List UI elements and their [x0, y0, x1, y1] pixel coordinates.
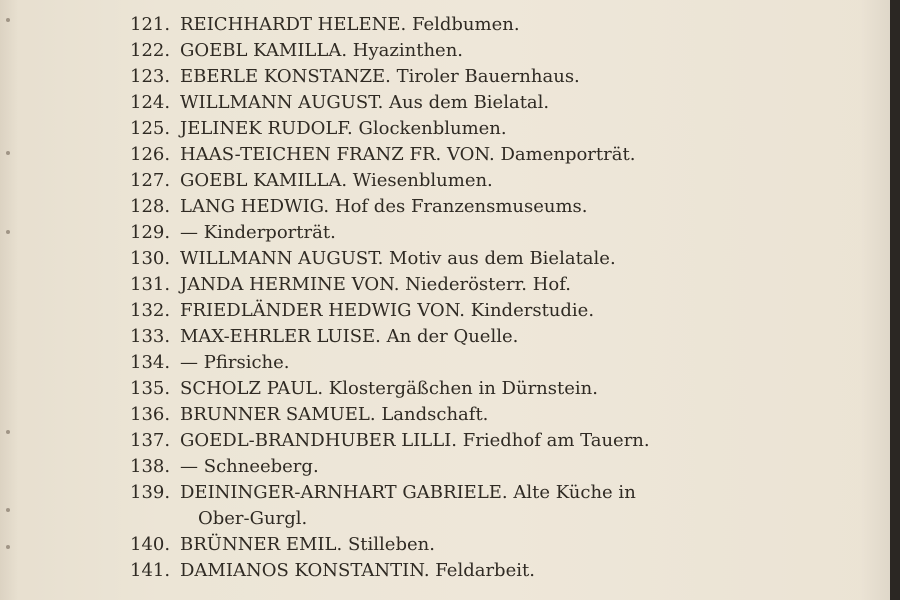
entry-number: 124.	[130, 92, 171, 113]
artist-name: JANDA HERMINE VON.	[180, 274, 400, 295]
artwork-title: Pfirsiche.	[203, 352, 290, 373]
artwork-title: Kinderporträt.	[203, 222, 336, 243]
entry-number: 141.	[130, 560, 171, 581]
entry-text	[180, 402, 488, 428]
entry-number: 129.	[130, 222, 171, 243]
catalog-entry	[0, 454, 760, 480]
artist-name: MAX-EHRLER LUISE.	[180, 326, 381, 347]
catalog-entry	[0, 90, 760, 116]
entry-text	[180, 298, 594, 324]
artwork-title: Wiesenblumen.	[352, 170, 493, 191]
artwork-title: Stilleben.	[347, 534, 435, 555]
entry-text	[180, 12, 520, 38]
artist-name: DAMIANOS KONSTANTIN.	[180, 560, 430, 581]
entry-number: 127.	[130, 170, 171, 191]
entry-number: 139.	[130, 482, 171, 503]
catalog-entry	[0, 246, 760, 272]
entry-text	[180, 142, 635, 168]
artwork-title: Hof des Franzensmuseums.	[334, 196, 588, 217]
artist-name: GOEBL KAMILLA.	[180, 40, 348, 61]
artist-name: WILLMANN AUGUST.	[180, 248, 384, 269]
artwork-title: Klostergäßchen in Dürnstein.	[328, 378, 598, 399]
artist-name: GOEDL-BRANDHUBER LILLI.	[180, 430, 458, 451]
entry-text	[180, 272, 571, 298]
artwork-title: Aus dem Bielatal.	[389, 92, 550, 113]
artist-name: HAAS-TEICHEN FRANZ FR. VON.	[180, 144, 495, 165]
entry-text	[180, 454, 319, 480]
entry-number: 128.	[130, 196, 171, 217]
entry-number: 132.	[130, 300, 171, 321]
artist-name: —	[180, 222, 198, 243]
catalog-entry	[0, 558, 760, 584]
catalog-entry	[0, 402, 760, 428]
entry-text	[180, 194, 588, 220]
artist-name: —	[180, 352, 198, 373]
artwork-title: Schneeberg.	[203, 456, 319, 477]
entry-text	[180, 246, 616, 272]
entry-number: 138.	[130, 456, 171, 477]
entry-number: 122.	[130, 40, 171, 61]
artist-name: GOEBL KAMILLA.	[180, 170, 348, 191]
artwork-title: Hyazinthen.	[352, 40, 464, 61]
catalog-entry	[0, 324, 760, 350]
entry-text	[180, 116, 507, 142]
entry-text	[180, 220, 336, 246]
artist-name: REICHHARDT HELENE.	[180, 14, 407, 35]
artwork-title: Feldbumen.	[411, 14, 520, 35]
artwork-title-continuation: Ober-Gurgl.	[198, 508, 308, 529]
artist-name: BRÜNNER EMIL.	[180, 534, 343, 555]
catalog-entry	[0, 298, 760, 324]
entry-number: 131.	[130, 274, 171, 295]
entry-number: 125.	[130, 118, 171, 139]
entry-text	[180, 38, 463, 64]
catalog-entry	[0, 64, 760, 90]
entry-text	[180, 64, 580, 90]
catalog-entry	[0, 428, 760, 454]
artwork-title: Alte Küche in	[513, 482, 636, 503]
entry-text	[180, 350, 290, 376]
catalog-entry	[0, 142, 760, 168]
artist-name: EBERLE KONSTANZE.	[180, 66, 391, 87]
catalog-entry	[0, 38, 760, 64]
entry-text	[180, 480, 636, 506]
artwork-title: An der Quelle.	[386, 326, 519, 347]
artist-name: DEININGER-ARNHART GABRIELE.	[180, 482, 508, 503]
entry-number: 133.	[130, 326, 171, 347]
entry-number: 126.	[130, 144, 171, 165]
entry-number: 140.	[130, 534, 171, 555]
artist-name: BRUNNER SAMUEL.	[180, 404, 376, 425]
entry-text	[180, 532, 435, 558]
catalog-entry	[0, 116, 760, 142]
entry-number: 135.	[130, 378, 171, 399]
entry-text	[180, 90, 549, 116]
entry-number: 121.	[130, 14, 171, 35]
artwork-title: Niederösterr. Hof.	[405, 274, 572, 295]
entry-number: 123.	[130, 66, 171, 87]
artwork-title: Tiroler Bauernhaus.	[396, 66, 580, 87]
artwork-title: Glockenblumen.	[358, 118, 507, 139]
artist-name: WILLMANN AUGUST.	[180, 92, 384, 113]
entry-text	[180, 168, 493, 194]
artwork-title: Kinderstudie.	[470, 300, 595, 321]
entry-text	[180, 428, 650, 454]
entry-number: 130.	[130, 248, 171, 269]
catalog-entry	[0, 194, 760, 220]
artwork-title: Landschaft.	[381, 404, 489, 425]
entry-number: 137.	[130, 430, 171, 451]
artwork-title: Motiv aus dem Bielatale.	[389, 248, 616, 269]
artist-name: FRIEDLÄNDER HEDWIG VON.	[180, 300, 466, 321]
catalog-entry	[0, 350, 760, 376]
catalog-entry	[0, 376, 760, 402]
entry-text	[180, 558, 535, 584]
entry-number: 136.	[130, 404, 171, 425]
artwork-title: Friedhof am Tauern.	[462, 430, 650, 451]
catalog-entry	[0, 272, 760, 298]
catalog-entry	[0, 220, 760, 246]
artwork-title: Damenporträt.	[500, 144, 636, 165]
entry-text	[180, 324, 518, 350]
catalog-entry	[0, 168, 760, 194]
catalog-entry	[0, 12, 760, 38]
artist-name: JELINEK RUDOLF.	[180, 118, 353, 139]
artwork-title: Feldarbeit.	[435, 560, 535, 581]
catalog-list	[0, 12, 860, 582]
entry-number: 134.	[130, 352, 171, 373]
artist-name: SCHOLZ PAUL.	[180, 378, 324, 399]
catalog-entry	[0, 480, 760, 532]
entry-text	[180, 376, 598, 402]
artist-name: LANG HEDWIG.	[180, 196, 330, 217]
page-right-edge	[890, 0, 900, 600]
catalog-entry	[0, 532, 760, 558]
artist-name: —	[180, 456, 198, 477]
page-right-shadow	[860, 0, 890, 600]
